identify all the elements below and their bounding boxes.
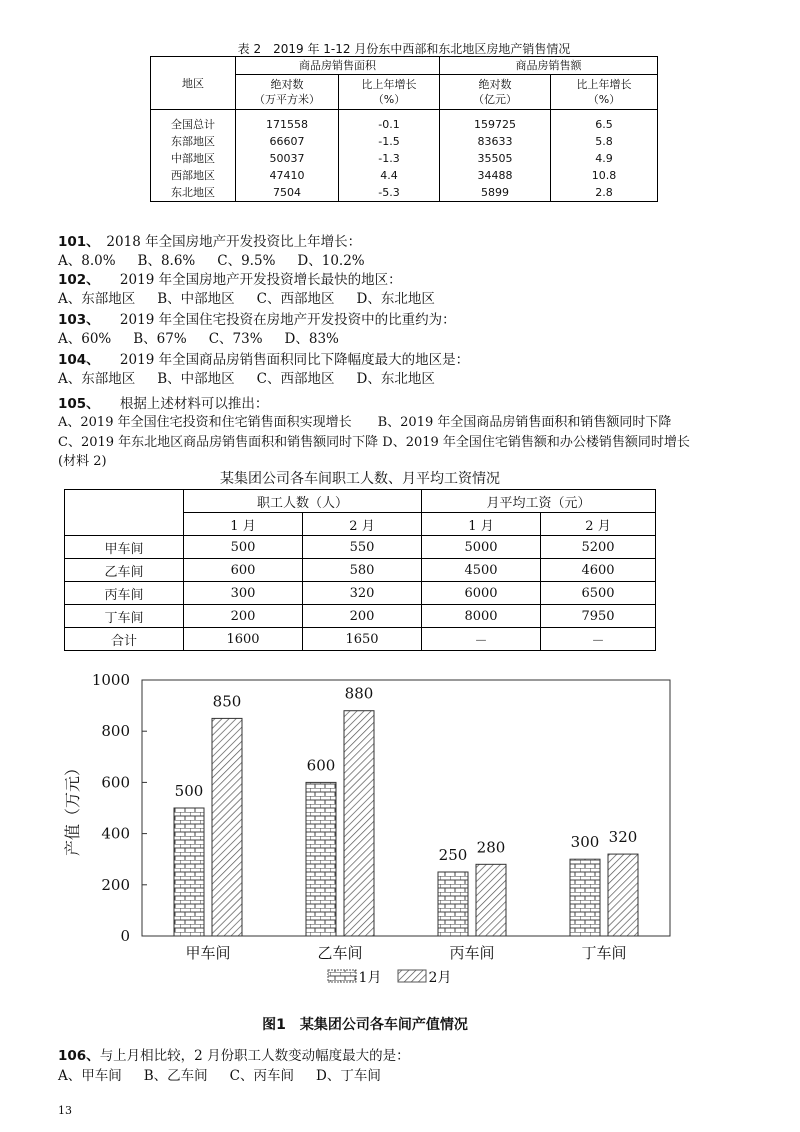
t1-sub-growth-sales: 比上年增长 （%）	[576, 78, 632, 106]
t2-row	[65, 628, 656, 651]
t1-cell-area_growth: -1.3	[339, 150, 440, 167]
option-a[interactable]: A、甲车间	[58, 1068, 122, 1084]
t1-cell-sales_growth: 4.9	[595, 152, 613, 165]
t1-cell-area_growth: 4.4	[339, 167, 440, 184]
option-c[interactable]: C、丙车间	[229, 1068, 295, 1084]
t1-cell-area: 171558	[236, 110, 339, 134]
option-c[interactable]: C、9.5%	[217, 253, 276, 269]
legend-swatch-feb	[398, 970, 426, 982]
table2	[64, 489, 656, 651]
q105-line2: C、2019 年东北地区商品房销售面积和销售额同时下降 D、2019 年全国住宅销售额和办公楼销售额同时增长	[58, 435, 690, 450]
option-d[interactable]: D、10.2%	[297, 253, 365, 269]
t2-cell-s1: 8000	[422, 605, 541, 628]
option-a[interactable]: A、东部地区	[58, 371, 136, 387]
data-label: 500	[174, 782, 204, 800]
x-tick-label: 丁车间	[581, 944, 627, 962]
t2-cell-name: 甲车间	[65, 536, 184, 559]
q105-stem: 105、 根据上述材料可以推出：	[58, 396, 269, 412]
t1-cell-sales: 34488	[440, 167, 551, 184]
bar	[438, 872, 468, 936]
t2-cell-w1: 600	[184, 559, 303, 582]
t2-row	[65, 605, 656, 628]
t2-cell-w2: 550	[303, 536, 422, 559]
data-label: 850	[212, 692, 242, 711]
t2-cell-w2: 200	[303, 605, 422, 628]
t1-row	[151, 133, 658, 150]
t2-cell-w1: 300	[184, 582, 303, 605]
q104-options	[58, 367, 457, 387]
t2-cell-name: 乙车间	[65, 559, 184, 582]
data-label: 880	[344, 684, 374, 703]
option-b[interactable]: B、乙车间	[143, 1068, 208, 1084]
t2-sub-jan-workers: 1 月	[184, 513, 303, 536]
legend-label-feb: 2月	[428, 970, 452, 986]
bar	[608, 854, 638, 936]
option-b[interactable]: B、67%	[133, 331, 187, 347]
x-tick-label: 乙车间	[317, 944, 363, 962]
option-b[interactable]: B、中部地区	[157, 291, 235, 307]
option-c[interactable]: C、73%	[208, 331, 263, 347]
t2-row	[65, 559, 656, 582]
bar	[212, 718, 242, 936]
q101-stem: 101、 2018 年全国房地产开发投资比上年增长：	[58, 234, 362, 250]
material-label: (材料 2)	[58, 454, 107, 469]
data-label: 320	[608, 828, 638, 847]
t1-row	[151, 150, 658, 167]
t2-cell-w2: 1650	[303, 628, 422, 651]
t1-cell-area_growth: -5.3	[339, 184, 440, 202]
t1-row	[151, 184, 658, 202]
t2-cell-s1: －	[422, 628, 541, 651]
t2-cell-name: 丁车间	[65, 605, 184, 628]
q103-stem: 103、 2019 年全国住宅投资在房地产开发投资中的比重约为：	[58, 312, 456, 328]
t1-sub-growth-area: 比上年增长 （%）	[339, 75, 440, 110]
table1	[150, 56, 658, 202]
t2-cell-s2: 5200	[541, 536, 656, 559]
option-d[interactable]: D、丁车间	[316, 1068, 381, 1084]
bar	[174, 808, 204, 936]
bar	[344, 711, 374, 936]
t2-row	[65, 536, 656, 559]
t2-header-workers: 职工人数（人）	[184, 490, 422, 513]
y-tick-label: 1000	[91, 671, 130, 689]
table2-caption: 某集团公司各车间职工人数、月平均工资情况	[220, 471, 500, 487]
q101-options	[58, 249, 387, 269]
option-c[interactable]: C、西部地区	[256, 371, 335, 387]
q102-stem: 102、 2019 年全国房地产开发投资增长最快的地区：	[58, 272, 402, 288]
t2-sub-feb-workers: 2 月	[303, 513, 422, 536]
t1-row	[151, 110, 658, 134]
bar	[306, 782, 336, 936]
t1-sub-abs-sales: 绝对数 （亿元）	[440, 75, 551, 110]
table1-caption: 表 2 2019 年 1-12 月份东中西部和东北地区房地产销售情况	[237, 42, 571, 56]
t2-cell-name: 合计	[65, 628, 184, 651]
option-b[interactable]: B、中部地区	[157, 371, 235, 387]
t1-cell-sales: 159725	[440, 110, 551, 134]
t2-row	[65, 582, 656, 605]
t1-cell-region: 东北地区	[151, 184, 236, 202]
data-label: 600	[306, 756, 336, 775]
t1-cell-sales_growth: 5.8	[595, 135, 613, 148]
q105-line1: A、2019 年全国住宅投资和住宅销售面积实现增长 B、2019 年全国商品房销售面积和销售额同时下降	[58, 415, 672, 430]
bar	[476, 864, 506, 936]
t2-cell-s1: 6000	[422, 582, 541, 605]
x-tick-label: 丙车间	[449, 944, 495, 962]
option-d[interactable]: D、东北地区	[356, 291, 435, 307]
legend-label-jan: 1月	[358, 970, 382, 986]
t2-sub-jan-wage: 1 月	[422, 513, 541, 536]
q103-options	[58, 327, 361, 347]
t1-row	[151, 167, 658, 184]
t2-cell-w1: 1600	[184, 628, 303, 651]
t2-cell-w1: 200	[184, 605, 303, 628]
t1-cell-region: 全国总计	[151, 110, 236, 134]
t2-cell-s2: 7950	[541, 605, 656, 628]
legend-swatch-jan	[328, 970, 356, 982]
y-tick-label: 400	[101, 824, 130, 843]
t1-cell-area_growth: -0.1	[339, 110, 440, 134]
t2-cell-w2: 320	[303, 582, 422, 605]
option-d[interactable]: D、83%	[284, 331, 339, 347]
t1-cell-area: 47410	[236, 167, 339, 184]
t2-corner	[65, 490, 184, 536]
t1-cell-area_growth: -1.5	[339, 133, 440, 150]
t2-cell-s2: 6500	[541, 582, 656, 605]
y-tick-label: 200	[101, 875, 130, 894]
t1-cell-region: 中部地区	[151, 150, 236, 167]
q106-options	[58, 1064, 403, 1084]
data-label: 250	[438, 846, 468, 864]
q104-stem: 104、 2019 年全国商品房销售面积同比下降幅度最大的地区是：	[58, 352, 470, 368]
t1-cell-sales: 35505	[440, 150, 551, 167]
y-axis-label: 产值（万元）	[63, 759, 82, 857]
t2-sub-feb-wage: 2 月	[541, 513, 656, 536]
t1-header-sales: 商品房销售额	[440, 57, 658, 75]
t1-cell-area: 66607	[236, 133, 339, 150]
t1-header-region: 地区	[151, 57, 236, 110]
data-label: 300	[570, 833, 600, 852]
option-a[interactable]: A、东部地区	[58, 291, 136, 307]
q106-stem: 106、与上月相比较，2 月份职工人数变动幅度最大的是：	[58, 1048, 410, 1064]
t1-sub-abs-area: 绝对数 （万平方米）	[236, 75, 339, 110]
t1-cell-sales: 83633	[440, 133, 551, 150]
y-tick-label: 600	[101, 773, 130, 792]
t1-cell-sales_growth: 6.5	[595, 118, 613, 131]
t1-cell-area: 50037	[236, 150, 339, 167]
q102-options	[58, 287, 457, 307]
t1-header-area: 商品房销售面积	[236, 57, 440, 75]
figure-caption: 图1 某集团公司各车间产值情况	[262, 1017, 468, 1033]
t2-cell-s1: 4500	[422, 559, 541, 582]
x-tick-label: 甲车间	[185, 944, 231, 962]
data-label: 280	[476, 838, 506, 857]
t2-header-wage: 月平均工资（元）	[422, 490, 656, 513]
option-c[interactable]: C、西部地区	[256, 291, 335, 307]
t2-cell-w1: 500	[184, 536, 303, 559]
t2-cell-s1: 5000	[422, 536, 541, 559]
t1-cell-sales: 5899	[440, 184, 551, 202]
t2-cell-w2: 580	[303, 559, 422, 582]
option-a[interactable]: A、60%	[58, 331, 112, 347]
t2-cell-s2: 4600	[541, 559, 656, 582]
t2-cell-name: 丙车间	[65, 582, 184, 605]
t1-cell-sales_growth: 10.8	[591, 169, 617, 182]
option-b[interactable]: B、8.6%	[137, 253, 196, 269]
t2-cell-s2: －	[541, 628, 656, 651]
t1-cell-region: 西部地区	[151, 167, 236, 184]
option-a[interactable]: A、8.0%	[58, 253, 116, 269]
y-tick-label: 800	[101, 722, 130, 741]
bar	[570, 859, 600, 936]
t1-cell-area: 7504	[236, 184, 339, 202]
y-tick-label: 0	[120, 927, 130, 945]
t1-cell-region: 东部地区	[151, 133, 236, 150]
option-d[interactable]: D、东北地区	[356, 371, 435, 387]
output-bar-chart	[60, 668, 680, 1008]
page-number: 13	[58, 1104, 72, 1117]
t1-cell-sales_growth: 2.8	[595, 186, 613, 199]
